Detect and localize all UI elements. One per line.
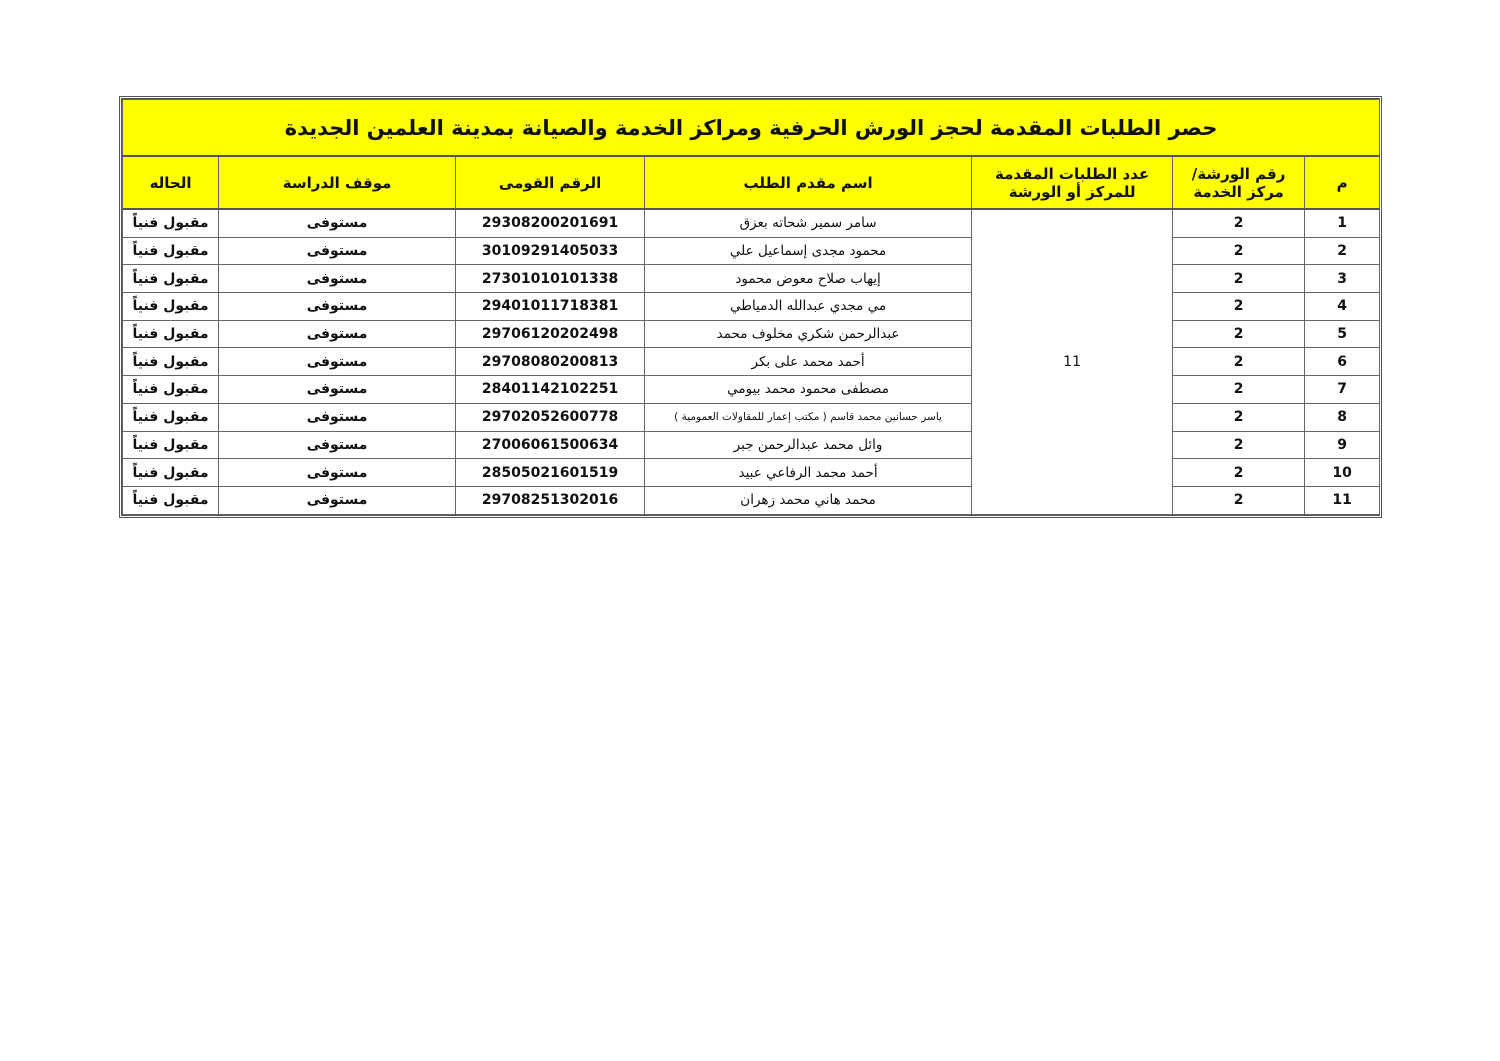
header-index: م [1305, 156, 1380, 209]
header-workshop: رقم الورشة/ مركز الخدمة [1173, 156, 1305, 209]
row-national-id: 27301010101338 [456, 265, 645, 293]
row-study-status: مستوفى [219, 293, 456, 321]
table-row [123, 237, 1380, 265]
row-national-id: 30109291405033 [456, 237, 645, 265]
row-name: إيهاب صلاح معوض محمود [645, 265, 972, 293]
table-row [123, 459, 1380, 487]
table-row [123, 209, 1380, 237]
row-status: مقبول فنياً [123, 376, 219, 404]
row-workshop: 2 [1173, 293, 1305, 321]
row-workshop: 2 [1173, 376, 1305, 404]
header-name: اسم مقدم الطلب [645, 156, 972, 209]
row-status: مقبول فنياً [123, 320, 219, 348]
row-index: 9 [1305, 431, 1380, 459]
row-status: مقبول فنياً [123, 293, 219, 321]
table-body [123, 209, 1380, 514]
row-name: محمود مجدى إسماعيل علي [645, 237, 972, 265]
row-index: 7 [1305, 376, 1380, 404]
table-row [123, 403, 1380, 431]
row-index: 3 [1305, 265, 1380, 293]
table-row [123, 320, 1380, 348]
table-row [123, 376, 1380, 404]
row-status: مقبول فنياً [123, 209, 219, 237]
table-row [123, 265, 1380, 293]
row-national-id: 29702052600778 [456, 403, 645, 431]
table-row [123, 431, 1380, 459]
requests-table [122, 99, 1380, 515]
row-index: 6 [1305, 348, 1380, 376]
row-study-status: مستوفى [219, 459, 456, 487]
row-index: 1 [1305, 209, 1380, 237]
total-requests: 11 [972, 209, 1173, 514]
row-national-id: 29308200201691 [456, 209, 645, 237]
row-name: مي مجدي عبدالله الدمياطي [645, 293, 972, 321]
row-national-id: 28505021601519 [456, 459, 645, 487]
header-national-id: الرقم القومى [456, 156, 645, 209]
row-national-id: 27006061500634 [456, 431, 645, 459]
row-name: وائل محمد عبدالرحمن جبر [645, 431, 972, 459]
row-study-status: مستوفى [219, 320, 456, 348]
row-status: مقبول فنياً [123, 486, 219, 514]
row-name: محمد هاني محمد زهران [645, 486, 972, 514]
row-status: مقبول فنياً [123, 265, 219, 293]
header-count: عدد الطلبات المقدمة للمركز أو الورشة [972, 156, 1173, 209]
table-row [123, 293, 1380, 321]
table-title: حصر الطلبات المقدمة لحجز الورش الحرفية ومراكز الخدمة والصيانة بمدينة العلمين الجديدة [123, 100, 1380, 157]
row-study-status: مستوفى [219, 376, 456, 404]
row-index: 5 [1305, 320, 1380, 348]
row-workshop: 2 [1173, 320, 1305, 348]
row-name: ياسر حسانين محمد قاسم ( مكتب إعمار للمقاولات العمومية ) [645, 403, 972, 431]
row-study-status: مستوفى [219, 431, 456, 459]
row-index: 11 [1305, 486, 1380, 514]
row-status: مقبول فنياً [123, 431, 219, 459]
row-workshop: 2 [1173, 209, 1305, 237]
row-workshop: 2 [1173, 486, 1305, 514]
row-study-status: مستوفى [219, 237, 456, 265]
row-status: مقبول فنياً [123, 237, 219, 265]
row-name: أحمد محمد الرفاعي عبيد [645, 459, 972, 487]
row-index: 4 [1305, 293, 1380, 321]
row-index: 8 [1305, 403, 1380, 431]
table-row [123, 348, 1380, 376]
row-national-id: 28401142102251 [456, 376, 645, 404]
row-national-id: 29401011718381 [456, 293, 645, 321]
row-status: مقبول فنياً [123, 403, 219, 431]
row-study-status: مستوفى [219, 209, 456, 237]
row-workshop: 2 [1173, 348, 1305, 376]
row-national-id: 29708251302016 [456, 486, 645, 514]
row-study-status: مستوفى [219, 265, 456, 293]
row-workshop: 2 [1173, 459, 1305, 487]
row-name: عبدالرحمن شكري مخلوف محمد [645, 320, 972, 348]
row-workshop: 2 [1173, 237, 1305, 265]
row-national-id: 29706120202498 [456, 320, 645, 348]
row-name: مصطفى محمود محمد بيومي [645, 376, 972, 404]
row-study-status: مستوفى [219, 403, 456, 431]
row-workshop: 2 [1173, 431, 1305, 459]
header-status: الحاله [123, 156, 219, 209]
row-name: سامر سمير شحاته بعزق [645, 209, 972, 237]
header-study-status: موقف الدراسة [219, 156, 456, 209]
row-status: مقبول فنياً [123, 459, 219, 487]
row-workshop: 2 [1173, 403, 1305, 431]
row-status: مقبول فنياً [123, 348, 219, 376]
row-index: 10 [1305, 459, 1380, 487]
row-workshop: 2 [1173, 265, 1305, 293]
row-national-id: 29708080200813 [456, 348, 645, 376]
requests-sheet [119, 96, 1382, 518]
row-index: 2 [1305, 237, 1380, 265]
row-name: أحمد محمد على بكر [645, 348, 972, 376]
row-study-status: مستوفى [219, 348, 456, 376]
table-row [123, 486, 1380, 514]
row-study-status: مستوفى [219, 486, 456, 514]
